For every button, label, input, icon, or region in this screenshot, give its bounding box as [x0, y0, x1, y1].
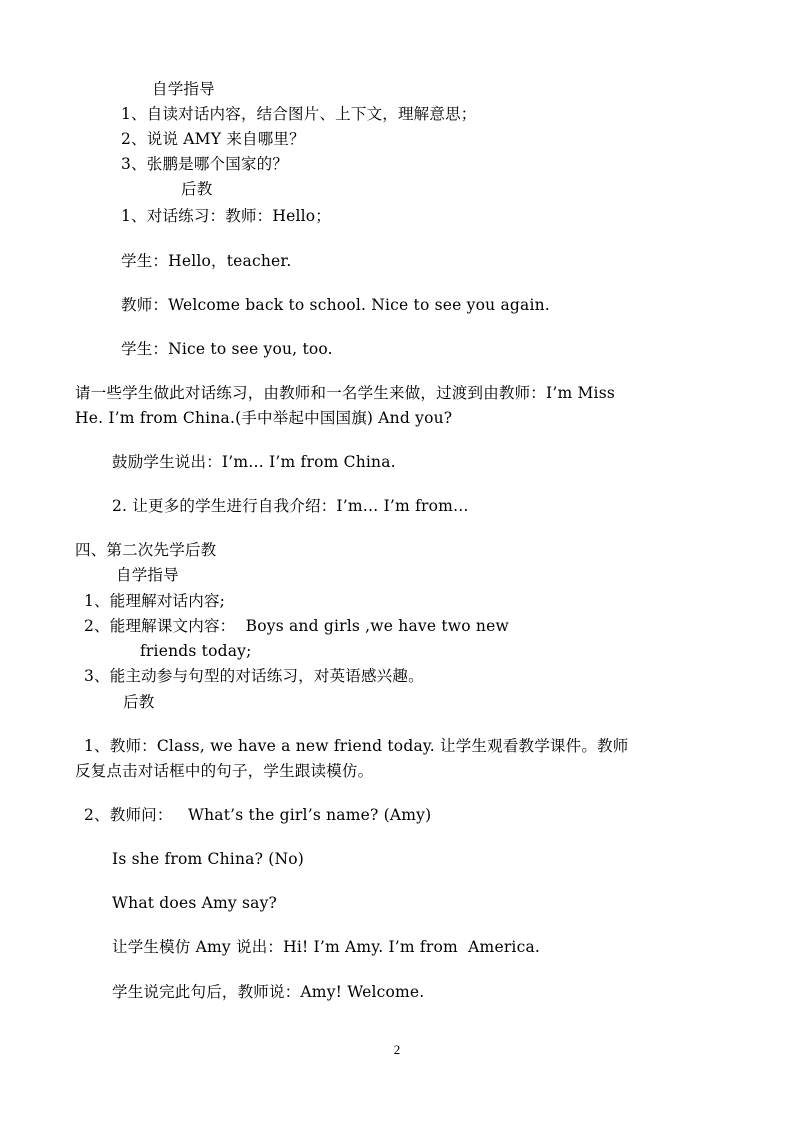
imitate-line: 让学生模仿 Amy 说出：Hi! I’m Amy. I’m from America.	[112, 938, 541, 956]
dialogue-line: 学生：Nice to see you, too.	[121, 340, 333, 358]
intro-item: 2. 让更多的学生进行自我介绍：I’m… I’m from…	[112, 497, 469, 515]
self-study-item: 2、说说 AMY 来自哪里？	[121, 130, 305, 148]
self-study-heading: 自学指导	[116, 566, 179, 584]
self-study-item: 2、能理解课文内容： Boys and girls ,we have two new	[84, 617, 509, 635]
self-study-item: 1、自读对话内容，结合图片、上下文，理解意思；	[121, 105, 477, 123]
paragraph-line: 请一些学生做此对话练习，由教师和一名学生来做，过渡到由教师：I’m Miss	[75, 384, 616, 402]
dialogue-line: 1、对话练习：教师：Hello；	[121, 207, 331, 225]
teach-heading: 后教	[123, 693, 155, 711]
paragraph-line: He. I’m from China.(手中举起中国国旗) And you?	[75, 409, 453, 427]
encourage-line: 鼓励学生说出：I’m… I’m from China.	[112, 453, 396, 471]
section-heading: 四、第二次先学后教	[75, 541, 217, 559]
teaching-step: 2、教师问： What’s the girl’s name? (Amy)	[84, 806, 432, 824]
question-line: Is she from China? (No)	[112, 850, 304, 868]
teaching-step: 1、教师：Class, we have a new friend today. 让学生观看教学课件。教师	[84, 737, 629, 755]
teaching-step-continued: 反复点击对话框中的句子，学生跟读模仿。	[75, 762, 374, 780]
page-number: 2	[393, 1042, 401, 1057]
self-study-item: 3、张鹏是哪个国家的？	[121, 155, 289, 173]
dialogue-line: 教师：Welcome back to school. Nice to see you again.	[121, 296, 550, 314]
closing-line: 学生说完此句后，教师说：Amy! Welcome.	[112, 983, 425, 1001]
teach-heading: 后教	[181, 180, 213, 198]
self-study-item: 3、能主动参与句型的对话练习，对英语感兴趣。	[84, 667, 424, 685]
dialogue-line: 学生：Hello，teacher.	[121, 252, 292, 270]
question-line: What does Amy say?	[112, 894, 278, 912]
self-study-item: 1、能理解对话内容;	[84, 592, 226, 610]
self-study-heading: 自学指导	[152, 80, 215, 98]
self-study-item-continued: friends today;	[140, 642, 252, 660]
